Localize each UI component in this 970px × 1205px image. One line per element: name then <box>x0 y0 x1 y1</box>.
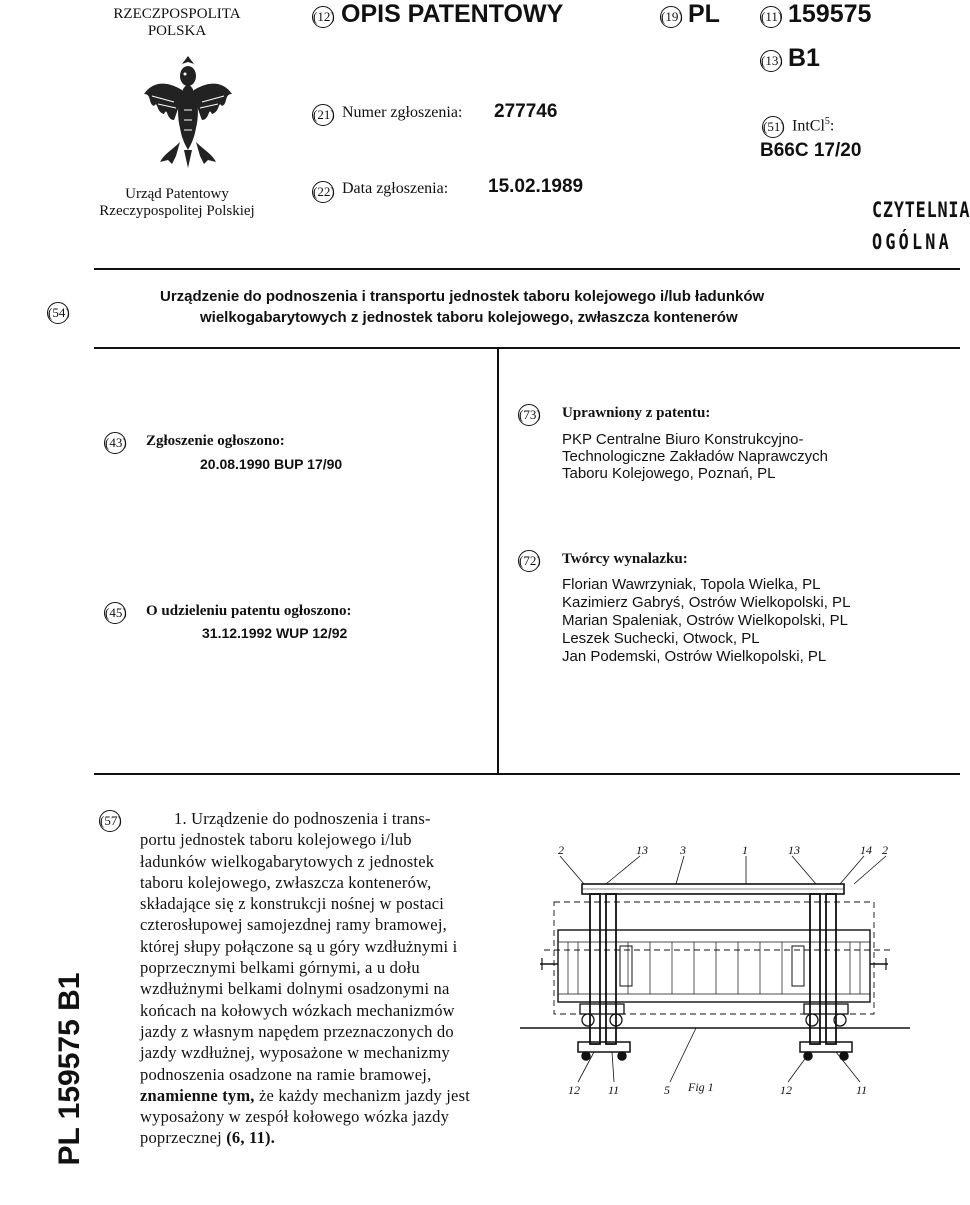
ref-label-bottom: 11 <box>856 1083 868 1097</box>
eagle-emblem-icon <box>138 50 238 170</box>
grant-label: O udzieleniu patentu ogłoszono: <box>146 603 352 619</box>
figure-1-drawing <box>520 838 910 1103</box>
abstract-line: jazdy wzdłużnej, wyposażone w mechanizmy <box>140 1043 450 1063</box>
abstract-line: czterosłupowej samojezdnej ramy bramowej, <box>140 915 447 935</box>
abstract-line-rest: że każdy mechanizm jazdy jest <box>254 1085 470 1105</box>
abstract-line: ładunków wielkogabarytowych z jednostek <box>140 851 435 871</box>
grant-date: 31.12.1992 WUP 12/92 <box>202 625 348 641</box>
figure-caption: Fig 1 <box>688 1080 714 1094</box>
inid-code-57: (57) <box>99 810 121 832</box>
abstract-text <box>140 808 470 1149</box>
abstract-line: końcach na kołowych wózkach mechanizmów <box>140 1000 455 1020</box>
ipc-classification: B66C 17/20 <box>760 140 862 161</box>
inid-code-54: (54) <box>47 302 69 324</box>
application-number-label: Numer zgłoszenia: <box>342 104 463 121</box>
ref-label-top: 2 <box>558 843 564 857</box>
abstract-line <box>140 1127 470 1148</box>
inid-code-19: (19) <box>660 6 682 28</box>
inid-code-11: (11) <box>760 6 782 28</box>
filing-date-label: Data zgłoszenia: <box>342 180 449 197</box>
inid-code-12: (12) <box>312 6 334 28</box>
publication-label: Zgłoszenie ogłoszono: <box>146 433 285 449</box>
library-stamp-line1: CZYTELNIA <box>872 198 970 222</box>
owner-line: Technologiczne Zakładów Naprawczych <box>562 448 828 465</box>
ref-label-bottom: 12 <box>780 1083 792 1097</box>
ref-label-bottom: 12 <box>568 1083 580 1097</box>
country-name-line2: POLSKA <box>147 23 207 39</box>
patent-number: 159575 <box>788 0 872 28</box>
ref-label-top: 1 <box>742 843 748 857</box>
patent-owner-label: Uprawniony z patentu: <box>562 405 711 421</box>
inventors-list <box>562 576 850 666</box>
abstract-line: poprzecznymi belkami górnymi, a u dołu <box>140 958 420 978</box>
abstract-line: podnoszenia osadzone na ramie bramowej, <box>140 1064 432 1084</box>
inid-code-22: (22) <box>312 181 334 203</box>
abstract-line: wyposażony w zespół kołowego wózka jazdy <box>140 1107 450 1127</box>
abstract-line: której słupy połączone są u góry wzdłużnymi i <box>140 936 458 956</box>
inid-code-45: (45) <box>104 602 126 624</box>
document-title: OPIS PATENTOWY <box>341 0 564 28</box>
ref-label-top: 2 <box>882 843 888 857</box>
abstract-line: portu jednostek taboru kolejowego i/lub <box>140 830 412 850</box>
invention-title-line2: wielkogabarytowych z jednostek taboru kolejowego, zwłaszcza kontenerów <box>200 309 738 326</box>
column-divider <box>497 349 499 774</box>
abstract-line: jazdy z własnym napędem przeznaczonych do <box>140 1021 454 1041</box>
inventor-item: Jan Podemski, Ostrów Wielkopolski, PL <box>562 648 827 665</box>
owner-line: PKP Centralne Biuro Konstrukcyjno- <box>562 431 804 448</box>
inventor-item: Leszek Suchecki, Otwock, PL <box>562 630 760 647</box>
inventors-label: Twórcy wynalazku: <box>562 551 688 567</box>
patent-owner <box>562 431 828 482</box>
inventor-item: Marian Spaleniak, Ostrów Wielkopolski, PL <box>562 612 848 629</box>
title-divider <box>94 347 960 349</box>
filing-date: 15.02.1989 <box>488 176 584 197</box>
abstract-line: składające się z konstrukcji nośnej w postaci <box>140 894 445 914</box>
abstract-line: taboru kolejowego, zwłaszcza kontenerów, <box>140 872 432 892</box>
reference-numerals: (6, 11). <box>226 1128 276 1148</box>
country-name-line1: RZECZPOSPOLITA <box>113 6 241 22</box>
ipc-version: 5 <box>824 116 830 127</box>
inventor-item: Kazimierz Gabryś, Ostrów Wielkopolski, PL <box>562 594 851 611</box>
ref-label-top: 14 <box>860 843 872 857</box>
kind-code: B1 <box>788 44 820 72</box>
ref-label-top: 13 <box>788 843 800 857</box>
ref-label-bottom: 5 <box>664 1083 670 1097</box>
abstract-divider <box>94 773 960 775</box>
header-divider <box>94 268 960 270</box>
inid-code-73: (73) <box>518 404 540 426</box>
ipc-colon: : <box>829 117 835 135</box>
ref-label-top: 13 <box>636 843 648 857</box>
invention-title-line1: Urządzenie do podnoszenia i transportu jednostek taboru kolejowego i/lub ładunków <box>160 288 765 305</box>
abstract-line: 1. Urządzenie do podnoszenia i trans- <box>174 809 431 828</box>
ref-label-bottom: 11 <box>608 1083 620 1097</box>
library-stamp-line2: OGÓLNA <box>872 230 952 254</box>
inid-code-72: (72) <box>518 550 540 572</box>
abstract-line-start: poprzecznej <box>140 1128 227 1148</box>
office-name-line2: Rzeczypospolitej Polskiej <box>99 203 255 219</box>
application-number: 277746 <box>494 101 558 122</box>
inid-code-13: (13) <box>760 50 782 72</box>
inid-code-43: (43) <box>104 432 126 454</box>
ipc-label: IntCl <box>792 117 825 135</box>
inventor-item: Florian Wawrzyniak, Topola Wielka, PL <box>562 576 821 593</box>
ref-label-top: 3 <box>680 843 686 857</box>
office-name-line1: Urząd Patentowy <box>125 186 229 202</box>
country-code: PL <box>688 0 720 28</box>
inid-code-21: (21) <box>312 104 334 126</box>
inid-code-51: (51) <box>762 116 784 138</box>
publication-date: 20.08.1990 BUP 17/90 <box>200 456 343 472</box>
abstract-line <box>140 1085 470 1106</box>
abstract-line: wzdłużnymi belkami dolnymi osadzonymi na <box>140 979 450 999</box>
claim-characterizing-phrase: znamienne tym, <box>140 1085 255 1105</box>
owner-line: Taboru Kolejowego, Poznań, PL <box>562 465 776 482</box>
side-patent-label: PL 159575 B1 <box>53 972 86 1166</box>
